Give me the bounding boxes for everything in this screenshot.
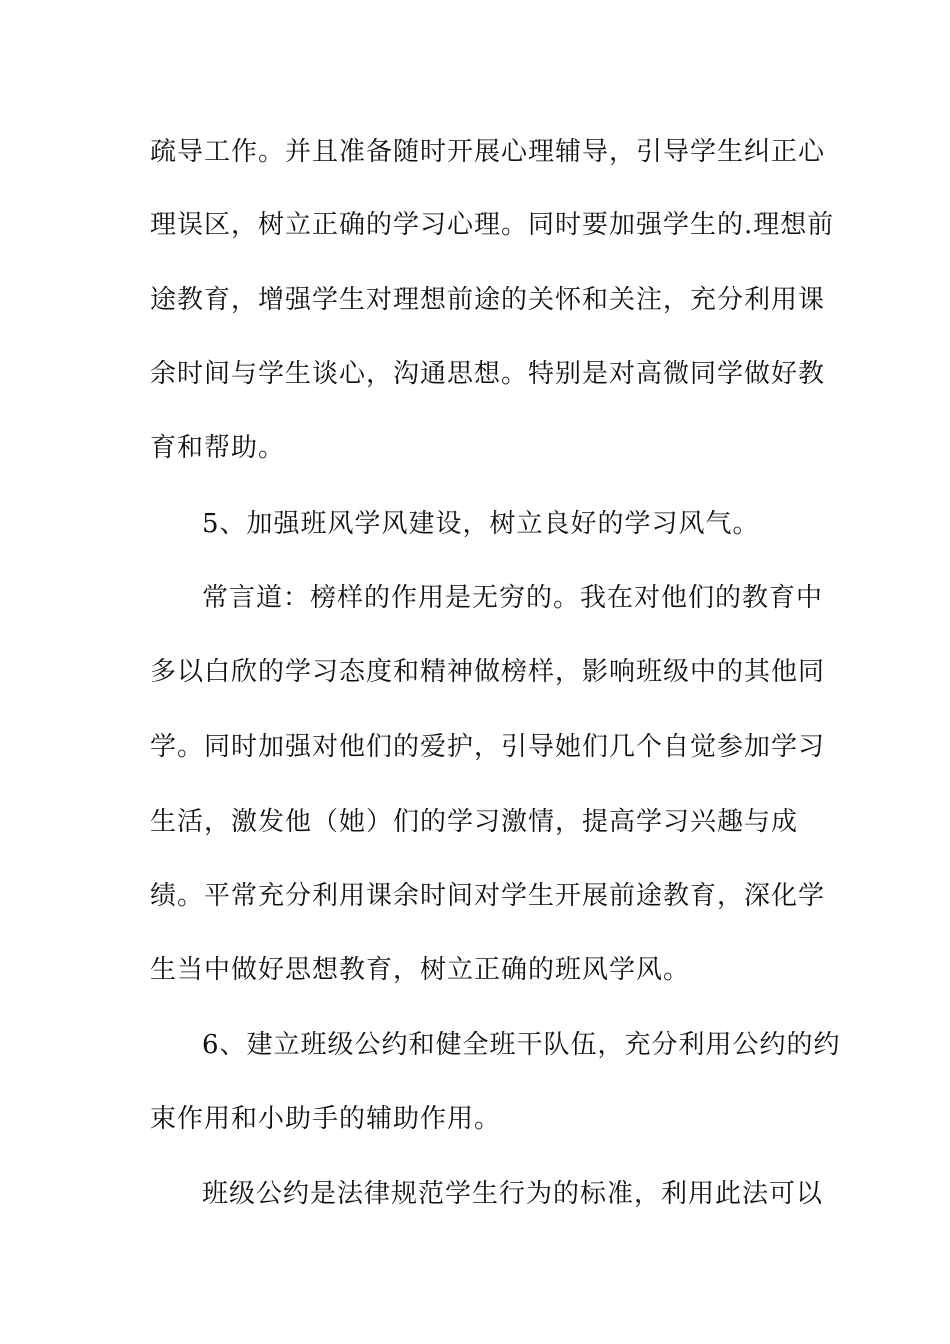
paragraph-line: 绩。平常充分利用课余时间对学生开展前途教育，深化学 <box>150 881 826 911</box>
paragraph-line: 生活，激发他（她）们的学习激情，提高学习兴趣与成 <box>150 807 799 837</box>
paragraph-line: 途教育，增强学生对理想前途的关怀和关注，充分利用课 <box>150 285 826 315</box>
section-heading-continued: 束作用和小助手的辅助作用。 <box>150 1104 502 1134</box>
paragraph-line: 疏导工作。并且准备随时开展心理辅导，引导学生纠正心 <box>150 137 826 167</box>
section-heading: 6、建立班级公约和健全班干队伍，充分利用公约的约 <box>202 1030 841 1060</box>
paragraph-line: 班级公约是法律规范学生行为的标准，利用此法可以 <box>202 1179 824 1209</box>
paragraph-line: 学。同时加强对他们的爱护，引导她们几个自觉参加学习 <box>150 732 826 762</box>
paragraph-line: 育和帮助。 <box>150 433 286 463</box>
paragraph-line: 生当中做好思想教育，树立正确的班风学风。 <box>150 955 691 985</box>
section-heading: 5、加强班风学风建设，树立良好的学习风气。 <box>202 509 760 539</box>
paragraph-line: 理误区，树立正确的学习心理。同时要加强学生的.理想前 <box>150 210 835 240</box>
paragraph-line: 多以白欣的学习态度和精神做榜样，影响班级中的其他同 <box>150 657 826 687</box>
paragraph-line: 常言道：榜样的作用是无穷的。我在对他们的教育中 <box>202 583 824 613</box>
paragraph-line: 余时间与学生谈心，沟通思想。特别是对高微同学做好教 <box>150 359 826 389</box>
